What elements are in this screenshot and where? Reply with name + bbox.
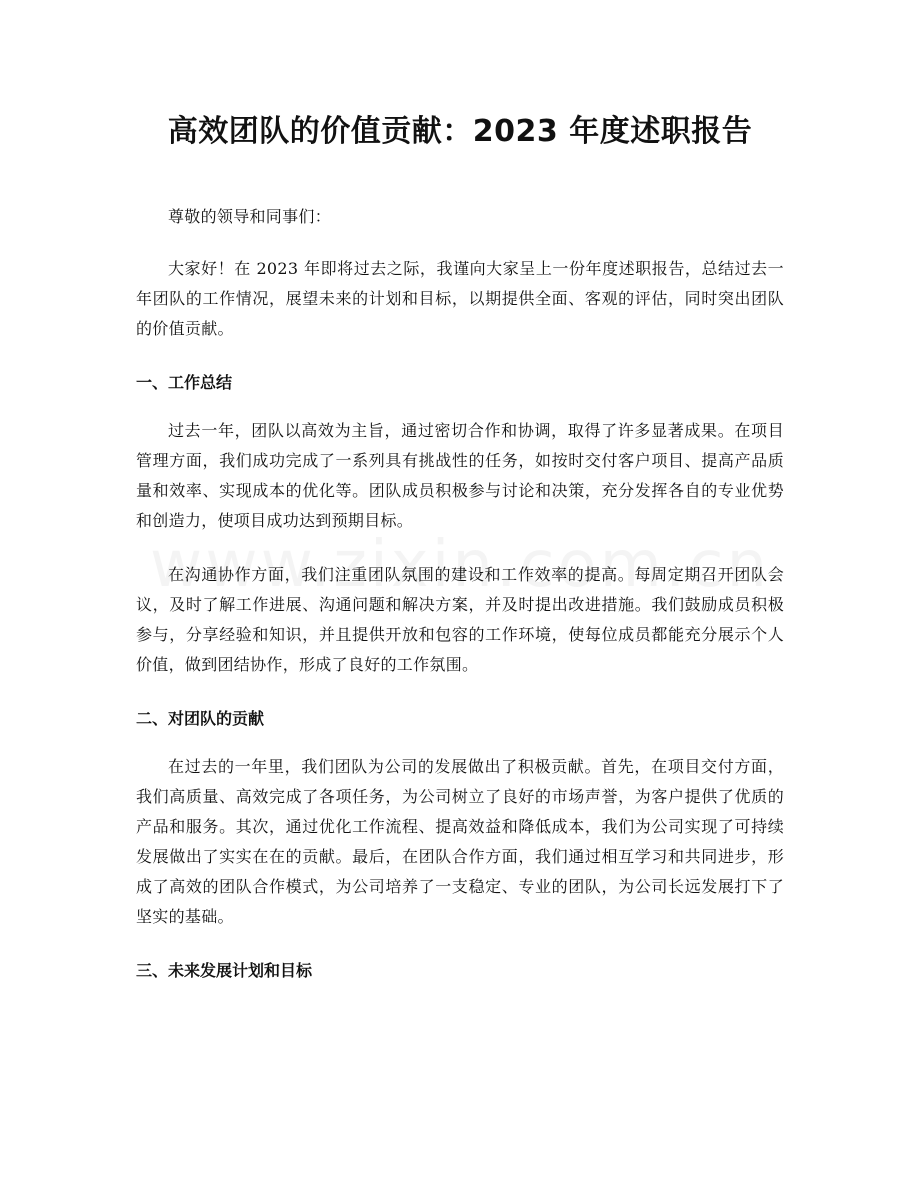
section-heading-team-contribution: 二、对团队的贡献 xyxy=(136,709,265,728)
work-summary-paragraph-2: 在沟通协作方面，我们注重团队氛围的建设和工作效率的提高。每周定期召开团队会议，及时了解工作进展、沟通问题和解决方案，并及时提出改进措施。我们鼓励成员积极参与，分享经验和知识，并且提供开放和包容的工作环境，使每位成员都能充分展示个人价值，做到团结协作，形成了良好的工作氛围。 xyxy=(136,565,784,674)
section-heading-work-summary: 一、工作总结 xyxy=(136,373,233,392)
work-summary-paragraph-1: 过去一年，团队以高效为主旨，通过密切合作和协调，取得了许多显著成果。在项目管理方面，我们成功完成了一系列具有挑战性的任务，如按时交付客户项目、提高产品质量和效率、实现成本的优化等。团队成员积极参与讨论和决策，充分发挥各自的专业优势和创造力，使项目成功达到预期目标。 xyxy=(136,421,784,530)
document-title: 高效团队的价值贡献：2023 年度述职报告 xyxy=(167,114,753,149)
greeting: 尊敬的领导和同事们： xyxy=(168,207,332,226)
section-heading-future-plans: 三、未来发展计划和目标 xyxy=(136,961,313,980)
intro-paragraph: 大家好！在 2023 年即将过去之际，我谨向大家呈上一份年度述职报告，总结过去一年团队的工作情况，展望未来的计划和目标，以期提供全面、客观的评估，同时突出团队的价值贡献。 xyxy=(136,259,784,338)
team-contribution-paragraph: 在过去的一年里，我们团队为公司的发展做出了积极贡献。首先，在项目交付方面，我们高质量、高效完成了各项任务，为公司树立了良好的市场声誉，为客户提供了优质的产品和服务。其次，通过优化工作流程、提高效益和降低成本，我们为公司实现了可持续发展做出了实实在在的贡献。最后，在团队合作方面，我们通过相互学习和共同进步，形成了高效的团队合作模式，为公司培养了一支稳定、专业的团队，为公司长远发展打下了坚实的基础。 xyxy=(136,757,784,926)
